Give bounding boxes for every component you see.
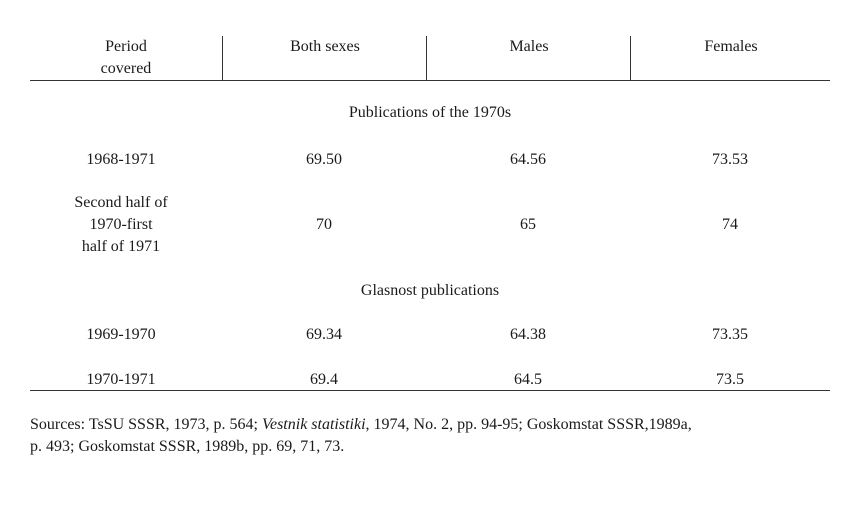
sources-suffix: , 1974, No. 2, pp. 94-95; Goskomstat SSSR,1989a, (365, 416, 692, 433)
cell-males: 64.56 (510, 151, 546, 168)
cell-females: 73.35 (712, 326, 748, 343)
section-title-1970s: Publications of the 1970s (348, 104, 512, 121)
cell-both: 69.50 (306, 151, 342, 168)
section-title-glasnost: Glasnost publications (360, 282, 500, 299)
header-period-line1: Period (105, 38, 147, 55)
cell-females: 74 (722, 216, 738, 233)
cell-period (30, 192, 212, 258)
cell-both: 69.34 (306, 326, 342, 343)
sources-line2: p. 493; Goskomstat SSSR, 1989b, pp. 69, 71, 73. (30, 438, 345, 455)
header-period (30, 36, 222, 80)
cell-females: 73.53 (712, 151, 748, 168)
cell-both: 70 (316, 216, 332, 233)
header-both-sexes: Both sexes (222, 36, 427, 80)
header-males: Males (426, 36, 631, 80)
header-females: Females (630, 36, 831, 80)
cell-period: 1968-1971 (86, 151, 156, 168)
cell-females: 73.5 (716, 371, 744, 388)
cell-period: 1969-1970 (86, 326, 156, 343)
cell-males: 65 (520, 216, 536, 233)
cell-period-line2: 1970-first (89, 216, 153, 233)
header-period-line2: covered (100, 60, 152, 77)
table-header-row (30, 36, 830, 81)
table-bottom-rule (30, 390, 830, 391)
cell-males: 64.38 (510, 326, 546, 343)
cell-period-line3: half of 1971 (81, 238, 161, 255)
cell-males: 64.5 (514, 371, 542, 388)
sources-prefix: Sources: TsSU SSSR, 1973, p. 564; (30, 416, 262, 433)
cell-both: 69.4 (310, 371, 338, 388)
sources-note (30, 414, 830, 458)
cell-period-line1: Second half of (74, 194, 168, 211)
cell-period: 1970-1971 (86, 371, 156, 388)
life-expectancy-table (30, 36, 830, 388)
sources-line1 (30, 414, 830, 436)
sources-italic-title: Vestnik statistiki (261, 416, 366, 433)
